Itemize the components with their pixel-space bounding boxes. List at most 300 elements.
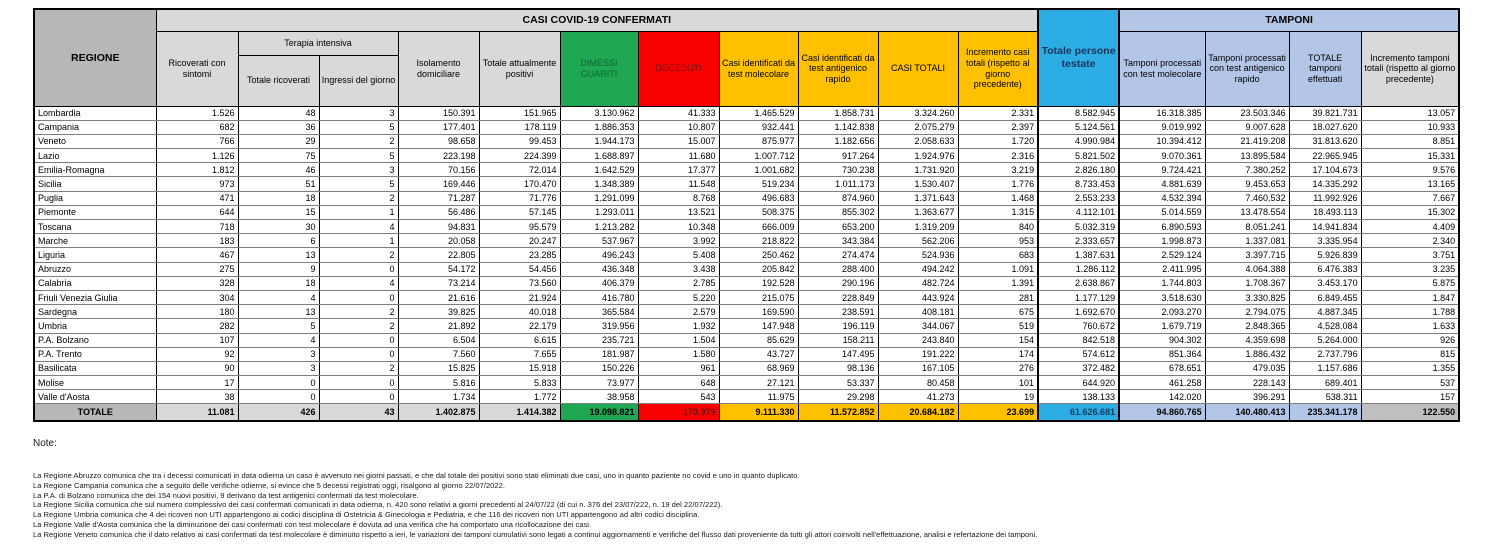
cell-casi-totali: 524.936 bbox=[878, 248, 958, 262]
cell-deceduti: 961 bbox=[638, 361, 719, 375]
cell-isolamento: 15.825 bbox=[398, 361, 479, 375]
cell-incremento-casi: 19 bbox=[958, 390, 1038, 404]
cell-tamponi-totali: 18.027.620 bbox=[1289, 120, 1361, 134]
cell-isolamento: 223.198 bbox=[398, 149, 479, 163]
cell-incremento-tamponi: 815 bbox=[1361, 347, 1459, 361]
cell-tamponi-molecolare: 461.258 bbox=[1119, 376, 1205, 390]
cell-deceduti: 11.548 bbox=[638, 177, 719, 191]
cell-casi-totali: 344.067 bbox=[878, 319, 958, 333]
band-casi-confermati: CASI COVID-19 CONFERMATI bbox=[156, 9, 1038, 31]
cell-isolamento: 6.504 bbox=[398, 333, 479, 347]
cell-ti-ingressi: 0 bbox=[319, 290, 398, 304]
cell-casi-antigenico: 1.858.731 bbox=[798, 106, 878, 120]
cell-deceduti: 543 bbox=[638, 390, 719, 404]
cell-region: Lazio bbox=[34, 149, 156, 163]
cell-casi-totali: 562.206 bbox=[878, 234, 958, 248]
cell-isolamento: 54.172 bbox=[398, 262, 479, 276]
cell-incremento-tamponi: 8.851 bbox=[1361, 134, 1459, 148]
cell-ricoverati-sintomi: 107 bbox=[156, 333, 238, 347]
note-veneto: La Regione Veneto comunica che il dato relativo ai casi confermati da test molecolare è diminuito rispetto a ieri, le variazioni dei tamponi cumulativi sono legati a continui aggiornamenti e verifiche del flusso dati proveniente da tutti gli attori coinvolti nell'effettuazione, analisi e refertazione dei tamponi. bbox=[33, 529, 1038, 539]
cell-casi-totali: 3.324.260 bbox=[878, 106, 958, 120]
header-casi-antigenico: Casi identificati da test antigenico rapido bbox=[798, 31, 878, 106]
cell-attualmente-positivi: 151.965 bbox=[479, 106, 560, 120]
cell-casi-totali: 243.840 bbox=[878, 333, 958, 347]
cell-ti-totale: 4 bbox=[238, 333, 319, 347]
cell-tamponi-totali: 31.813.620 bbox=[1289, 134, 1361, 148]
cell-tamponi-molecolare: 9.019.992 bbox=[1119, 120, 1205, 134]
cell-isolamento: 56.486 bbox=[398, 205, 479, 219]
cell-region: Molise bbox=[34, 376, 156, 390]
cell-incremento-casi: 675 bbox=[958, 305, 1038, 319]
cell-incremento-tamponi: 13.165 bbox=[1361, 177, 1459, 191]
cell-tamponi-molecolare: 851.364 bbox=[1119, 347, 1205, 361]
table-row bbox=[34, 333, 1459, 347]
cell-tamponi-molecolare: 10.394.412 bbox=[1119, 134, 1205, 148]
cell-ricoverati-sintomi: 1.126 bbox=[156, 149, 238, 163]
cell-incremento-tamponi: 926 bbox=[1361, 333, 1459, 347]
cell-deceduti: 10.807 bbox=[638, 120, 719, 134]
cell-persone-testate: 1.286.112 bbox=[1038, 262, 1119, 276]
cell-casi-totali: 1.363.677 bbox=[878, 205, 958, 219]
cell-tamponi-totali: 689.401 bbox=[1289, 376, 1361, 390]
cell-casi-molecolare: 875.977 bbox=[719, 134, 798, 148]
cell-persone-testate: 138.133 bbox=[1038, 390, 1119, 404]
cell-casi-totali: 1.319.209 bbox=[878, 220, 958, 234]
cell-casi-antigenico: 343.384 bbox=[798, 234, 878, 248]
header-incremento-tamponi: Incremento tamponi totali (rispetto al giorno precedente) bbox=[1361, 31, 1459, 106]
cell-dimessi-guariti: 1.348.389 bbox=[560, 177, 638, 191]
cell-casi-molecolare: 205.842 bbox=[719, 262, 798, 276]
cell-casi-totali: 167.105 bbox=[878, 361, 958, 375]
cell-attualmente-positivi: 95.579 bbox=[479, 220, 560, 234]
cell-region: Marche bbox=[34, 234, 156, 248]
cell-region: Puglia bbox=[34, 191, 156, 205]
cell-ricoverati-sintomi: 17 bbox=[156, 376, 238, 390]
cell-deceduti: 1.504 bbox=[638, 333, 719, 347]
cell-tamponi-totali: 3.335.954 bbox=[1289, 234, 1361, 248]
cell-isolamento: 177.401 bbox=[398, 120, 479, 134]
table-row bbox=[34, 319, 1459, 333]
cell-ricoverati-sintomi: 282 bbox=[156, 319, 238, 333]
cell-casi-antigenico: 158.211 bbox=[798, 333, 878, 347]
cell-incremento-casi: 174 bbox=[958, 347, 1038, 361]
cell-tamponi-totali: 4.887.345 bbox=[1289, 305, 1361, 319]
cell-ti-ingressi: 2 bbox=[319, 361, 398, 375]
table-row bbox=[34, 276, 1459, 290]
cell-dimessi-guariti: 436.348 bbox=[560, 262, 638, 276]
cell-casi-totali: 41.273 bbox=[878, 390, 958, 404]
cell-tamponi-molecolare: 1.744.803 bbox=[1119, 276, 1205, 290]
cell-casi-totali: 80.458 bbox=[878, 376, 958, 390]
table-row bbox=[34, 376, 1459, 390]
table-body bbox=[34, 106, 1459, 421]
cell-ti-totale: 75 bbox=[238, 149, 319, 163]
cell-incremento-tamponi: 1.788 bbox=[1361, 305, 1459, 319]
header-tamponi-molecolare: Tamponi processati con test molecolare bbox=[1119, 31, 1205, 106]
cell-persone-testate: 372.482 bbox=[1038, 361, 1119, 375]
cell-casi-antigenico: 288.400 bbox=[798, 262, 878, 276]
cell-incremento-tamponi: 9.576 bbox=[1361, 163, 1459, 177]
cell-tamponi-antigenico: 7.380.252 bbox=[1205, 163, 1289, 177]
cell-tamponi-molecolare: 6.890.593 bbox=[1119, 220, 1205, 234]
table-row bbox=[34, 361, 1459, 375]
cell-incremento-tamponi: 15.331 bbox=[1361, 149, 1459, 163]
cell-attualmente-positivi: 178.119 bbox=[479, 120, 560, 134]
cell-ti-totale: 13 bbox=[238, 248, 319, 262]
cell-incremento-casi: 953 bbox=[958, 234, 1038, 248]
cell-tamponi-antigenico: 4.359.698 bbox=[1205, 333, 1289, 347]
note-abruzzo: La Regione Abruzzo comunica che tra i decessi comunicati in data odierna un caso è avvenuto nei giorni passati, e che dal totale dei positivi sono stati eliminati due casi, uno in quanto paziente no covid e uno in quanto duplicato. bbox=[33, 471, 800, 480]
cell-casi-molecolare: 496.683 bbox=[719, 191, 798, 205]
cell-region: Emilia-Romagna bbox=[34, 163, 156, 177]
cell-casi-molecolare: 250.462 bbox=[719, 248, 798, 262]
cell-tamponi-antigenico: 396.291 bbox=[1205, 390, 1289, 404]
table-row bbox=[34, 220, 1459, 234]
cell-tamponi-antigenico: 2.794.075 bbox=[1205, 305, 1289, 319]
cell-ricoverati-sintomi: 38 bbox=[156, 390, 238, 404]
cell-attualmente-positivi: 57.145 bbox=[479, 205, 560, 219]
cell-casi-totali: 191.222 bbox=[878, 347, 958, 361]
cell-tamponi-totali: 1.157.686 bbox=[1289, 361, 1361, 375]
cell-ti-ingressi: 3 bbox=[319, 106, 398, 120]
table-row bbox=[34, 234, 1459, 248]
cell-ti-totale: 29 bbox=[238, 134, 319, 148]
header-casi-molecolare: Casi identificati da test molecolare bbox=[719, 31, 798, 106]
cell-attualmente-positivi: 71.776 bbox=[479, 191, 560, 205]
cell-attualmente-positivi: 40.018 bbox=[479, 305, 560, 319]
cell-attualmente-positivi: 6.615 bbox=[479, 333, 560, 347]
cell-incremento-tamponi: 7.667 bbox=[1361, 191, 1459, 205]
cell-region: Veneto bbox=[34, 134, 156, 148]
cell-tamponi-molecolare: 9.070.361 bbox=[1119, 149, 1205, 163]
table-row bbox=[34, 191, 1459, 205]
notes-title: Note: bbox=[33, 438, 57, 449]
cell-ti-ingressi: 2 bbox=[319, 248, 398, 262]
cell-region: Campania bbox=[34, 120, 156, 134]
cell-attualmente-positivi: 73.560 bbox=[479, 276, 560, 290]
cell-casi-molecolare: 218.822 bbox=[719, 234, 798, 248]
cell-casi-totali: 1.924.976 bbox=[878, 149, 958, 163]
cell-persone-testate: 8.733.453 bbox=[1038, 177, 1119, 191]
cell-incremento-tamponi: 537 bbox=[1361, 376, 1459, 390]
cell-tamponi-totali: 18.493.113 bbox=[1289, 205, 1361, 219]
cell-persone-testate: 1.177.129 bbox=[1038, 290, 1119, 304]
cell-ti-ingressi: 2 bbox=[319, 191, 398, 205]
note-sicilia: La Regione Sicilia comunica che sul numero complessivo dei casi confermati comunicati in data odierna, n. 420 sono relativi a giorni precedenti al 24/07/22 (di cui n. 376 del 23/07/222, n. 19 del 22/07/222). bbox=[33, 500, 723, 510]
cell-casi-antigenico: 53.337 bbox=[798, 376, 878, 390]
cell-region: Friuli Venezia Giulia bbox=[34, 290, 156, 304]
cell-region: P.A. Bolzano bbox=[34, 333, 156, 347]
cell-incremento-tamponi: 3.235 bbox=[1361, 262, 1459, 276]
cell-ti-ingressi: 4 bbox=[319, 220, 398, 234]
cell-incremento-casi: 23.699 bbox=[958, 404, 1038, 421]
cell-casi-molecolare: 508.375 bbox=[719, 205, 798, 219]
cell-persone-testate: 644.920 bbox=[1038, 376, 1119, 390]
cell-dimessi-guariti: 235.721 bbox=[560, 333, 638, 347]
cell-persone-testate: 4.112.101 bbox=[1038, 205, 1119, 219]
cell-persone-testate: 5.124.561 bbox=[1038, 120, 1119, 134]
cell-tamponi-antigenico: 9.007.628 bbox=[1205, 120, 1289, 134]
cell-dimessi-guariti: 1.213.282 bbox=[560, 220, 638, 234]
cell-tamponi-molecolare: 9.724.421 bbox=[1119, 163, 1205, 177]
header-ricoverati-sintomi: Ricoverati con sintomi bbox=[156, 31, 238, 106]
cell-ti-totale: 18 bbox=[238, 276, 319, 290]
cell-casi-molecolare: 1.001.682 bbox=[719, 163, 798, 177]
cell-tamponi-totali: 3.453.170 bbox=[1289, 276, 1361, 290]
cell-incremento-tamponi: 3.751 bbox=[1361, 248, 1459, 262]
cell-ti-totale: 46 bbox=[238, 163, 319, 177]
cell-deceduti: 170.979 bbox=[638, 404, 719, 421]
cell-isolamento: 39.825 bbox=[398, 305, 479, 319]
cell-persone-testate: 61.626.681 bbox=[1038, 404, 1119, 421]
cell-incremento-tamponi: 122.550 bbox=[1361, 404, 1459, 421]
cell-ti-totale: 0 bbox=[238, 390, 319, 404]
cell-casi-molecolare: 9.111.330 bbox=[719, 404, 798, 421]
cell-ricoverati-sintomi: 11.081 bbox=[156, 404, 238, 421]
cell-incremento-casi: 2.397 bbox=[958, 120, 1038, 134]
table-row bbox=[34, 177, 1459, 191]
cell-ricoverati-sintomi: 467 bbox=[156, 248, 238, 262]
cell-casi-molecolare: 85.629 bbox=[719, 333, 798, 347]
cell-tamponi-antigenico: 13.895.584 bbox=[1205, 149, 1289, 163]
cell-ricoverati-sintomi: 183 bbox=[156, 234, 238, 248]
cell-ti-totale: 9 bbox=[238, 262, 319, 276]
cell-tamponi-totali: 17.104.673 bbox=[1289, 163, 1361, 177]
table-row bbox=[34, 290, 1459, 304]
cell-casi-antigenico: 917.264 bbox=[798, 149, 878, 163]
cell-incremento-tamponi: 10.933 bbox=[1361, 120, 1459, 134]
header-deceduti: DECEDUTI bbox=[638, 31, 719, 106]
cell-tamponi-antigenico: 479.035 bbox=[1205, 361, 1289, 375]
cell-incremento-casi: 1.776 bbox=[958, 177, 1038, 191]
cell-incremento-tamponi: 1.847 bbox=[1361, 290, 1459, 304]
cell-dimessi-guariti: 1.688.897 bbox=[560, 149, 638, 163]
cell-ti-ingressi: 0 bbox=[319, 347, 398, 361]
cell-incremento-casi: 519 bbox=[958, 319, 1038, 333]
cell-tamponi-molecolare: 1.679.719 bbox=[1119, 319, 1205, 333]
cell-tamponi-antigenico: 4.064.388 bbox=[1205, 262, 1289, 276]
table-row bbox=[34, 134, 1459, 148]
cell-dimessi-guariti: 416.780 bbox=[560, 290, 638, 304]
table-row bbox=[34, 149, 1459, 163]
cell-tamponi-totali: 2.737.796 bbox=[1289, 347, 1361, 361]
cell-casi-molecolare: 666.009 bbox=[719, 220, 798, 234]
cell-casi-totali: 408.181 bbox=[878, 305, 958, 319]
cell-casi-molecolare: 147.948 bbox=[719, 319, 798, 333]
cell-tamponi-totali: 4.528.084 bbox=[1289, 319, 1361, 333]
cell-casi-totali: 20.684.182 bbox=[878, 404, 958, 421]
cell-dimessi-guariti: 496.243 bbox=[560, 248, 638, 262]
cell-ti-totale: 13 bbox=[238, 305, 319, 319]
cell-incremento-tamponi: 1.355 bbox=[1361, 361, 1459, 375]
cell-persone-testate: 1.387.631 bbox=[1038, 248, 1119, 262]
cell-casi-totali: 2.058.633 bbox=[878, 134, 958, 148]
cell-tamponi-molecolare: 142.020 bbox=[1119, 390, 1205, 404]
cell-tamponi-antigenico: 1.708.367 bbox=[1205, 276, 1289, 290]
cell-casi-antigenico: 147.495 bbox=[798, 347, 878, 361]
cell-attualmente-positivi: 1.772 bbox=[479, 390, 560, 404]
cell-attualmente-positivi: 15.918 bbox=[479, 361, 560, 375]
cell-tamponi-molecolare: 2.411.995 bbox=[1119, 262, 1205, 276]
cell-tamponi-molecolare: 4.532.394 bbox=[1119, 191, 1205, 205]
cell-ti-ingressi: 5 bbox=[319, 177, 398, 191]
cell-tamponi-antigenico: 3.330.825 bbox=[1205, 290, 1289, 304]
cell-dimessi-guariti: 1.944.173 bbox=[560, 134, 638, 148]
table-row bbox=[34, 305, 1459, 319]
cell-ricoverati-sintomi: 718 bbox=[156, 220, 238, 234]
cell-tamponi-molecolare: 4.881.639 bbox=[1119, 177, 1205, 191]
cell-tamponi-molecolare: 16.318.385 bbox=[1119, 106, 1205, 120]
cell-attualmente-positivi: 7.655 bbox=[479, 347, 560, 361]
cell-tamponi-antigenico: 9.453.653 bbox=[1205, 177, 1289, 191]
cell-ti-ingressi: 43 bbox=[319, 404, 398, 421]
table-row bbox=[34, 106, 1459, 120]
cell-isolamento: 150.391 bbox=[398, 106, 479, 120]
cell-ti-totale: 30 bbox=[238, 220, 319, 234]
cell-casi-totali: 482.724 bbox=[878, 276, 958, 290]
cell-incremento-casi: 3.219 bbox=[958, 163, 1038, 177]
cell-isolamento: 71.287 bbox=[398, 191, 479, 205]
cell-casi-antigenico: 238.591 bbox=[798, 305, 878, 319]
cell-incremento-casi: 276 bbox=[958, 361, 1038, 375]
cell-tamponi-totali: 6.849.455 bbox=[1289, 290, 1361, 304]
cell-deceduti: 5.220 bbox=[638, 290, 719, 304]
cell-ti-ingressi: 1 bbox=[319, 234, 398, 248]
cell-persone-testate: 2.638.867 bbox=[1038, 276, 1119, 290]
cell-deceduti: 17.377 bbox=[638, 163, 719, 177]
table-row bbox=[34, 120, 1459, 134]
cell-persone-testate: 5.032.319 bbox=[1038, 220, 1119, 234]
cell-isolamento: 169.446 bbox=[398, 177, 479, 191]
cell-ti-totale: 18 bbox=[238, 191, 319, 205]
cell-ti-totale: 15 bbox=[238, 205, 319, 219]
cell-ricoverati-sintomi: 1.812 bbox=[156, 163, 238, 177]
cell-tamponi-totali: 22.965.945 bbox=[1289, 149, 1361, 163]
table-row bbox=[34, 248, 1459, 262]
cell-dimessi-guariti: 1.886.353 bbox=[560, 120, 638, 134]
cell-incremento-tamponi: 4.409 bbox=[1361, 220, 1459, 234]
cell-region: Lombardia bbox=[34, 106, 156, 120]
cell-casi-antigenico: 29.298 bbox=[798, 390, 878, 404]
cell-tamponi-molecolare: 1.998.873 bbox=[1119, 234, 1205, 248]
cell-deceduti: 2.579 bbox=[638, 305, 719, 319]
cell-ti-ingressi: 0 bbox=[319, 390, 398, 404]
cell-deceduti: 1.932 bbox=[638, 319, 719, 333]
cell-dimessi-guariti: 1.293.011 bbox=[560, 205, 638, 219]
cell-deceduti: 648 bbox=[638, 376, 719, 390]
cell-casi-totali: 1.731.920 bbox=[878, 163, 958, 177]
cell-ricoverati-sintomi: 92 bbox=[156, 347, 238, 361]
cell-incremento-tamponi: 2.340 bbox=[1361, 234, 1459, 248]
notes-section bbox=[33, 438, 1463, 540]
cell-persone-testate: 2.553.233 bbox=[1038, 191, 1119, 205]
header-casi-totali: CASI TOTALI bbox=[878, 31, 958, 106]
cell-ti-totale: 5 bbox=[238, 319, 319, 333]
cell-casi-molecolare: 43.727 bbox=[719, 347, 798, 361]
cell-dimessi-guariti: 38.958 bbox=[560, 390, 638, 404]
cell-deceduti: 41.333 bbox=[638, 106, 719, 120]
cell-ti-totale: 6 bbox=[238, 234, 319, 248]
cell-dimessi-guariti: 537.967 bbox=[560, 234, 638, 248]
cell-tamponi-antigenico: 23.503.346 bbox=[1205, 106, 1289, 120]
cell-casi-molecolare: 1.007.712 bbox=[719, 149, 798, 163]
cell-persone-testate: 2.826.180 bbox=[1038, 163, 1119, 177]
cell-tamponi-antigenico: 2.848.365 bbox=[1205, 319, 1289, 333]
cell-tamponi-totali: 5.264.000 bbox=[1289, 333, 1361, 347]
cell-attualmente-positivi: 20.247 bbox=[479, 234, 560, 248]
cell-isolamento: 20.058 bbox=[398, 234, 479, 248]
cell-casi-antigenico: 228.849 bbox=[798, 290, 878, 304]
cell-isolamento: 5.816 bbox=[398, 376, 479, 390]
cell-ti-ingressi: 2 bbox=[319, 319, 398, 333]
cell-casi-molecolare: 11.975 bbox=[719, 390, 798, 404]
cell-deceduti: 13.521 bbox=[638, 205, 719, 219]
cell-attualmente-positivi: 72.014 bbox=[479, 163, 560, 177]
cell-casi-antigenico: 274.474 bbox=[798, 248, 878, 262]
cell-casi-totali: 494.242 bbox=[878, 262, 958, 276]
cell-deceduti: 3.992 bbox=[638, 234, 719, 248]
table-row bbox=[34, 390, 1459, 404]
cell-tamponi-totali: 39.821.731 bbox=[1289, 106, 1361, 120]
cell-deceduti: 11.680 bbox=[638, 149, 719, 163]
cell-incremento-casi: 840 bbox=[958, 220, 1038, 234]
cell-ricoverati-sintomi: 90 bbox=[156, 361, 238, 375]
cell-ti-totale: 0 bbox=[238, 376, 319, 390]
cell-region: Abruzzo bbox=[34, 262, 156, 276]
table-header bbox=[34, 9, 1459, 106]
cell-ti-ingressi: 5 bbox=[319, 120, 398, 134]
cell-casi-totali: 443.924 bbox=[878, 290, 958, 304]
cell-region: Piemonte bbox=[34, 205, 156, 219]
cell-ti-totale: 51 bbox=[238, 177, 319, 191]
header-tamponi-antigenico: Tamponi processati con test antigenico rapido bbox=[1205, 31, 1289, 106]
cell-incremento-casi: 1.315 bbox=[958, 205, 1038, 219]
cell-ricoverati-sintomi: 644 bbox=[156, 205, 238, 219]
cell-ricoverati-sintomi: 328 bbox=[156, 276, 238, 290]
cell-dimessi-guariti: 181.987 bbox=[560, 347, 638, 361]
cell-tamponi-totali: 235.341.178 bbox=[1289, 404, 1361, 421]
cell-attualmente-positivi: 22.179 bbox=[479, 319, 560, 333]
cell-ti-ingressi: 0 bbox=[319, 333, 398, 347]
cell-attualmente-positivi: 1.414.382 bbox=[479, 404, 560, 421]
header-regione: REGIONE bbox=[34, 9, 156, 106]
cell-dimessi-guariti: 19.098.821 bbox=[560, 404, 638, 421]
cell-casi-molecolare: 1.465.529 bbox=[719, 106, 798, 120]
cell-tamponi-antigenico: 140.480.413 bbox=[1205, 404, 1289, 421]
cell-incremento-tamponi: 1.633 bbox=[1361, 319, 1459, 333]
cell-ti-ingressi: 5 bbox=[319, 149, 398, 163]
cell-attualmente-positivi: 21.924 bbox=[479, 290, 560, 304]
cell-casi-antigenico: 1.011.173 bbox=[798, 177, 878, 191]
cell-ricoverati-sintomi: 180 bbox=[156, 305, 238, 319]
cell-tamponi-antigenico: 228.143 bbox=[1205, 376, 1289, 390]
table-row bbox=[34, 262, 1459, 276]
cell-tamponi-antigenico: 1.337.081 bbox=[1205, 234, 1289, 248]
cell-tamponi-molecolare: 2.093.270 bbox=[1119, 305, 1205, 319]
cell-persone-testate: 1.692.670 bbox=[1038, 305, 1119, 319]
header-incremento-casi: Incremento casi totali (rispetto al giorno precedente) bbox=[958, 31, 1038, 106]
cell-casi-antigenico: 1.142.838 bbox=[798, 120, 878, 134]
cell-incremento-casi: 1.468 bbox=[958, 191, 1038, 205]
header-attualmente-positivi: Totale attualmente positivi bbox=[479, 31, 560, 106]
cell-casi-molecolare: 192.528 bbox=[719, 276, 798, 290]
cell-region: Valle d'Aosta bbox=[34, 390, 156, 404]
cell-deceduti: 5.408 bbox=[638, 248, 719, 262]
cell-ti-ingressi: 2 bbox=[319, 134, 398, 148]
cell-dimessi-guariti: 365.584 bbox=[560, 305, 638, 319]
cell-casi-totali: 2.075.279 bbox=[878, 120, 958, 134]
cell-dimessi-guariti: 150.226 bbox=[560, 361, 638, 375]
